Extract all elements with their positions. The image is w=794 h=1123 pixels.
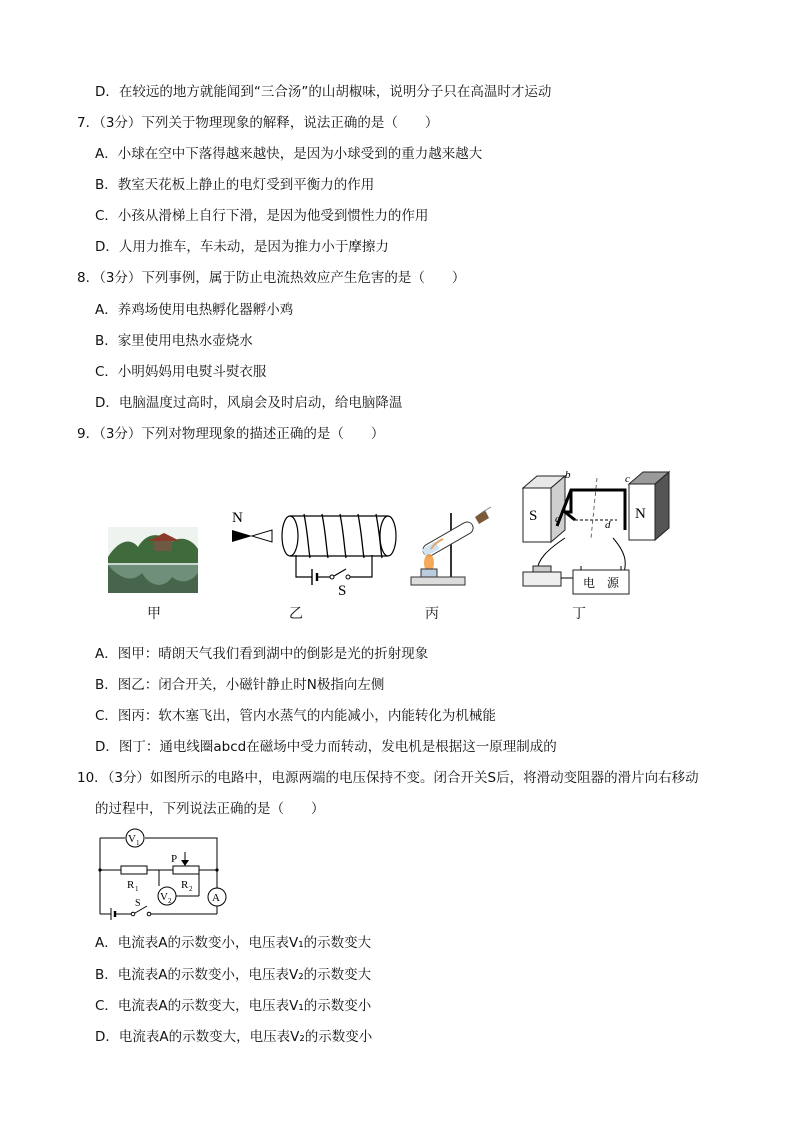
svg-text:R: R [181, 879, 189, 891]
magnet-s-label: S [529, 508, 538, 524]
compass-n-label: N [232, 510, 243, 526]
caption-bing: 丙 [425, 606, 439, 622]
q7-option-a: A．小球在空中下落得越来越快，是因为小球受到的重力越来越大 [95, 146, 483, 162]
svg-text:2: 2 [168, 897, 172, 905]
caption-jia: 甲 [147, 606, 161, 622]
coil-a-label: a [555, 513, 561, 525]
svg-text:2: 2 [189, 885, 193, 893]
q10-stem-line2: 的过程中，下列说法正确的是（ ） [95, 801, 325, 817]
svg-text:1: 1 [136, 839, 140, 847]
lake-reflection-photo [108, 527, 198, 593]
q9-stem: 9．（3分）下列对物理现象的描述正确的是（ ） [77, 426, 385, 442]
svg-text:S: S [135, 898, 141, 909]
resistor-r1 [121, 866, 147, 874]
coil-b-label: b [565, 469, 571, 481]
svg-text:1: 1 [135, 885, 139, 893]
q10-option-b: B．电流表A的示数变小，电压表V₂的示数变大 [95, 967, 372, 983]
rheostat-r2 [173, 866, 199, 874]
q10-option-a: A．电流表A的示数变小，电压表V₁的示数变大 [95, 935, 372, 951]
q7-stem: 7．（3分）下列关于物理现象的解释，说法正确的是（ ） [77, 115, 439, 131]
power-source-label: 电 源 [583, 576, 620, 590]
compass-needle-dark-half [232, 530, 252, 542]
switch-s-label: S [338, 583, 347, 599]
q6-option-d: D．在较远的地方就能闻到“三合汤”的山胡椒味，说明分子只在高温时才运动 [95, 84, 552, 100]
q10-option-d: D．电流表A的示数变大，电压表V₂的示数变小 [95, 1029, 373, 1045]
svg-text:P: P [171, 853, 178, 865]
q9-option-a: A．图甲：晴朗天气我们看到湖中的倒影是光的折射现象 [95, 646, 429, 662]
magnet-n-label: N [635, 506, 646, 522]
caption-yi: 乙 [289, 606, 303, 622]
q8-option-a: A．养鸡场使用电热孵化器孵小鸡 [95, 302, 294, 318]
q8-option-b: B．家里使用电热水壶烧水 [95, 333, 253, 349]
svg-text:R: R [127, 879, 135, 891]
q8-option-c: C．小明妈妈用电熨斗熨衣服 [95, 364, 267, 380]
q7-option-d: D．人用力推车，车未动，是因为推力小于摩擦力 [95, 239, 389, 255]
svg-text:A: A [212, 892, 220, 904]
q10-option-c: C．电流表A的示数变大，电压表V₁的示数变小 [95, 998, 372, 1014]
test-tube-figure [405, 505, 495, 590]
q8-stem: 8．（3分）下列事例，属于防止电流热效应产生危害的是（ ） [77, 270, 466, 286]
q7-option-c: C．小孩从滑梯上自行下滑，是因为他受到惯性力的作用 [95, 208, 429, 224]
solenoid-figure [228, 505, 398, 600]
q8-option-d: D．电脑温度过高时，风扇会及时启动，给电脑降温 [95, 395, 403, 411]
q9-option-c: C．图丙：软木塞飞出，管内水蒸气的内能减小，内能转化为机械能 [95, 708, 496, 724]
q9-option-b: B．图乙：闭合开关，小磁针静止时N极指向左侧 [95, 677, 385, 693]
compass-needle-light-half [252, 530, 272, 542]
coil-c-label: c [625, 473, 630, 485]
svg-text:V: V [160, 891, 168, 903]
circuit-diagram [95, 826, 235, 921]
motor-coil-figure [517, 468, 673, 598]
q7-option-b: B．教室天花板上静止的电灯受到平衡力的作用 [95, 177, 375, 193]
q10-stem-line1: 10．（3分）如图所示的电路中，电源两端的电压保持不变。闭合开关S后，将滑动变阻器的滑片向右移动 [77, 770, 699, 786]
coil-d-label: d [605, 519, 611, 531]
caption-ding: 丁 [572, 606, 586, 622]
q9-option-d: D．图丁：通电线圈abcd在磁场中受力而转动，发电机是根据这一原理制成的 [95, 739, 557, 755]
svg-text:V: V [128, 833, 136, 845]
